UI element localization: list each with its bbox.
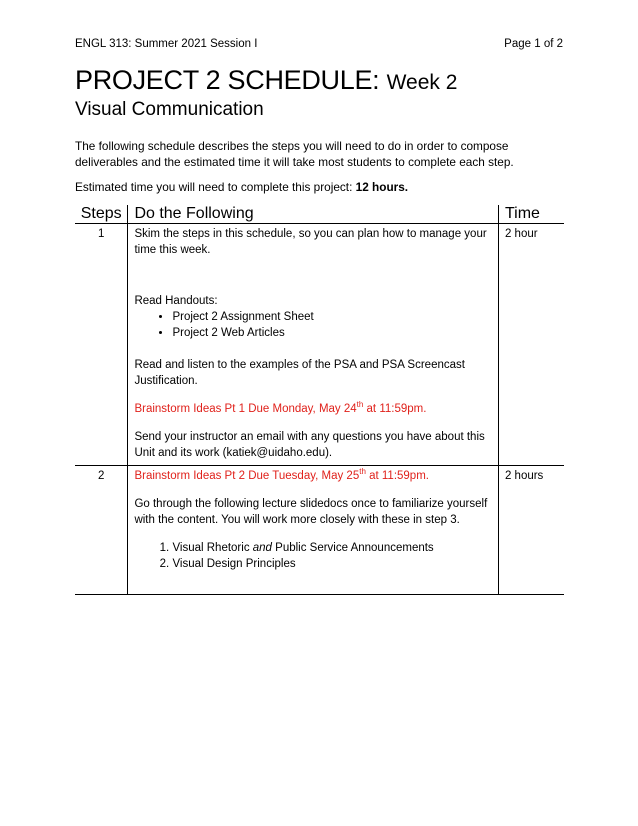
header-steps: Steps bbox=[75, 205, 128, 224]
slidedoc-text: Visual Rhetoric bbox=[172, 542, 253, 554]
due-text: Brainstorm Ideas Pt 2 Due Tuesday, May 25 bbox=[134, 470, 360, 482]
skim-text: Skim the steps in this schedule, so you can plan how to manage your time this week. bbox=[134, 228, 487, 256]
table-row bbox=[75, 224, 564, 466]
schedule-table bbox=[75, 205, 564, 595]
estimate-label: Estimated time you will need to complete this project: bbox=[75, 180, 353, 194]
list-item bbox=[172, 556, 494, 572]
slidedoc-text: Public Service Announcements bbox=[271, 542, 434, 554]
header-time: Time bbox=[498, 205, 564, 224]
step-instructions bbox=[128, 466, 499, 595]
page-number: Page 1 of 2 bbox=[504, 38, 563, 50]
due-suffix: th bbox=[356, 400, 364, 410]
list-item: • Project 2 Assignment Sheet bbox=[172, 309, 494, 325]
lecture-text: Go through the following lecture slidedocs once to familiarize yourself with the content. You will work more closely with these in step 3. bbox=[134, 498, 488, 526]
title-week: Week 2 bbox=[386, 71, 458, 94]
step-number: 2 bbox=[75, 466, 128, 595]
list-item: • Project 2 Web Articles bbox=[172, 325, 494, 341]
page-subtitle: Visual Communication bbox=[75, 99, 264, 120]
intro-paragraph: The following schedule describes the steps you will need to do in order to compose deliverables and the estimated time it will take most students to complete each step. bbox=[75, 139, 514, 169]
header-do: Do the Following bbox=[128, 205, 499, 224]
step-number: 1 bbox=[75, 224, 128, 466]
slidedoc-text: Visual Design Principles bbox=[172, 558, 296, 570]
course-label: ENGL 313: Summer 2021 Session I bbox=[75, 38, 258, 50]
listen-text: Read and listen to the examples of the PSA and PSA Screencast Justification. bbox=[134, 359, 465, 387]
handouts-list bbox=[134, 309, 494, 341]
read-handouts-label: Read Handouts: bbox=[134, 295, 218, 307]
slidedocs-list bbox=[134, 540, 494, 572]
due-time: at 11:59pm. bbox=[363, 403, 427, 415]
list-item bbox=[172, 540, 494, 556]
step-time: 2 hour bbox=[498, 224, 564, 466]
slidedoc-emphasis: and bbox=[252, 542, 272, 554]
title-main: PROJECT 2 SCHEDULE: bbox=[75, 65, 380, 95]
table-row bbox=[75, 466, 564, 595]
step-instructions bbox=[128, 224, 499, 466]
due-date-pt1 bbox=[134, 401, 494, 417]
due-text: Brainstorm Ideas Pt 1 Due Monday, May 24 bbox=[134, 403, 357, 415]
page-title bbox=[75, 66, 457, 96]
estimate-line bbox=[75, 179, 408, 195]
email-text: Send your instructor an email with any questions you have about this Unit and its work (katiek@uidaho.edu). bbox=[134, 431, 485, 459]
page-header bbox=[75, 38, 563, 50]
step-time: 2 hours bbox=[498, 466, 564, 595]
due-date-pt2 bbox=[134, 468, 494, 484]
estimate-value: 12 hours. bbox=[355, 180, 409, 194]
due-time: at 11:59pm. bbox=[365, 470, 429, 482]
due-suffix: th bbox=[359, 467, 366, 477]
table-header-row bbox=[75, 205, 564, 224]
